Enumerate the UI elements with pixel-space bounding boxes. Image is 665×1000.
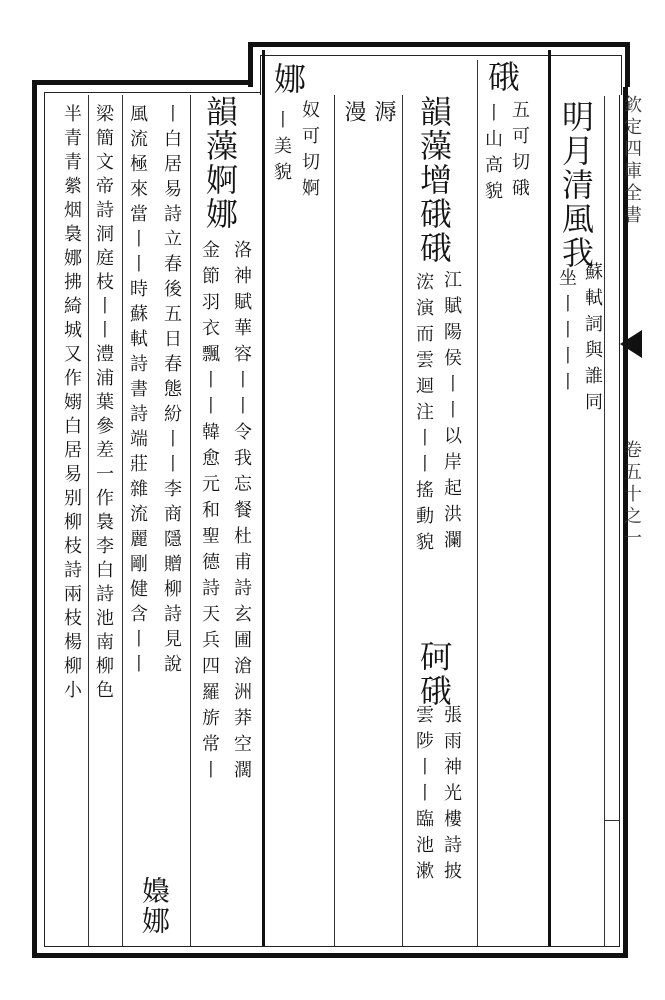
entry-note: 半青青縈烟裊娜拂綺城又作嫋白居易别柳枝詩兩枝楊柳小 bbox=[61, 104, 82, 704]
entry-note: 坐丨丨丨丨 bbox=[556, 268, 577, 398]
entry-note: 金節羽衣飄丨丨韓愈元和聖德詩天兵四羅旂常丨 bbox=[199, 240, 220, 786]
entry-note: 梁簡文帝詩洞庭枝丨丨澧浦葉參差一作裊李白詩池南柳色 bbox=[93, 104, 114, 704]
entry-note: 蘇軾詞與誰同 bbox=[582, 262, 603, 418]
entry-headword: 嬝娜 bbox=[138, 876, 171, 936]
entry-headword: 明月清風我 bbox=[557, 100, 595, 270]
entry-note: 張雨神光樓詩披 bbox=[441, 705, 462, 887]
entry-note: 奴可切婀 bbox=[299, 100, 320, 204]
entry-headword: 韻藻增硪硪 bbox=[415, 95, 453, 265]
entry-headword: 娜 bbox=[269, 62, 307, 96]
entry-text: 漫 bbox=[341, 100, 366, 128]
column-rule bbox=[402, 95, 403, 946]
fishtail-mark bbox=[620, 330, 642, 358]
column-rule bbox=[477, 60, 478, 946]
entry-note: 丨山高貌 bbox=[482, 103, 503, 207]
entry-note: 洛神賦華容丨丨令我忘餐杜甫詩玄圃滄洲莽空濶 bbox=[231, 240, 252, 786]
entry-headword: 硪 bbox=[483, 60, 521, 94]
entry-note: 江賦陽侯丨丨以岸起洪瀾 bbox=[441, 270, 462, 556]
entry-note: 丨美貌 bbox=[271, 110, 292, 188]
entry-note: 丨白居易詩立春後五日春態紛丨丨李商隱贈柳詩見說 bbox=[161, 104, 182, 679]
entry-headword: 韻藻婀娜 bbox=[201, 95, 239, 231]
entry-text: 溽 bbox=[371, 100, 396, 128]
header-tab-inner bbox=[260, 55, 622, 95]
column-rule bbox=[190, 95, 191, 946]
entry-headword: 砢硪 bbox=[415, 640, 453, 708]
margin-title: 欽定四庫全書 bbox=[621, 95, 642, 227]
entry-note: 風流極來當丨丨時蘇軾詩書詩端莊雜流麗剛健含丨丨 bbox=[127, 104, 148, 679]
margin-volume: 卷五十之一 bbox=[621, 440, 642, 550]
column-rule bbox=[604, 96, 605, 946]
entry-note: 雲陟丨丨臨池漱 bbox=[413, 705, 434, 887]
column-rule bbox=[122, 95, 123, 946]
entry-note: 五可切硪 bbox=[509, 100, 530, 204]
column-rule bbox=[88, 95, 89, 946]
margin-tick bbox=[604, 820, 620, 821]
column-rule bbox=[334, 95, 335, 946]
entry-note: 浤演而雲迴注丨丨搖動貌 bbox=[413, 272, 434, 558]
column-rule bbox=[262, 50, 265, 946]
column-rule bbox=[548, 50, 551, 946]
